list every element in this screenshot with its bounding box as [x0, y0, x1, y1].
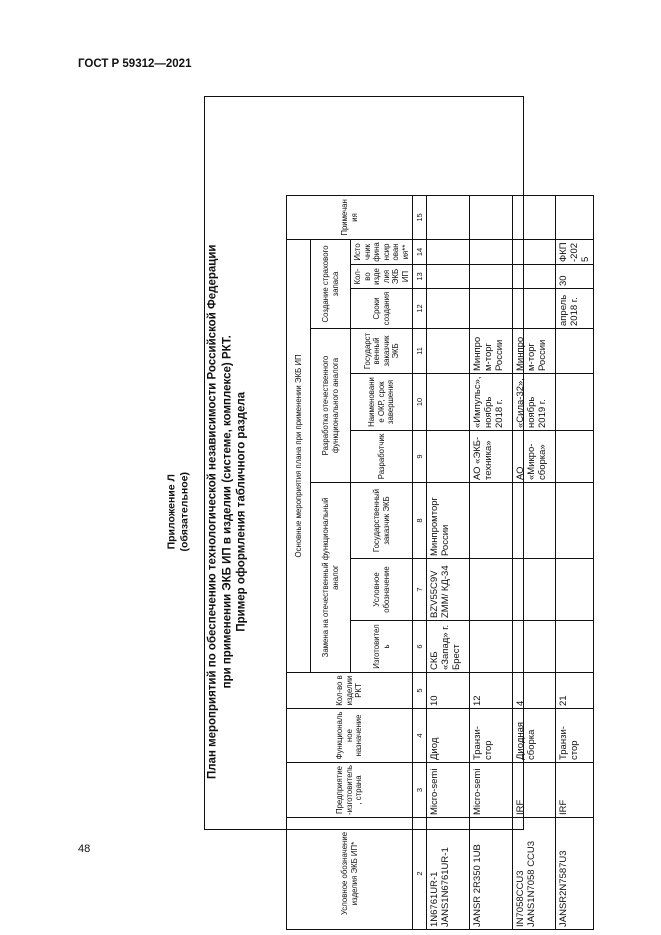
cell-item-designation: IN7058CCU3 JANS1N7058 CCU3: [513, 818, 556, 930]
header-quantity: Кол-во в изделии РКТ: [287, 673, 413, 709]
cell-developer: АО «Микро-сборка»: [513, 431, 556, 483]
header-state-customer-develop: Государственный заказчик ЭКБ: [351, 329, 413, 374]
cell-creation-terms: апрель 2018 г.: [556, 289, 594, 329]
cell-financing-source: ФКП-2025: [556, 239, 594, 264]
cell-manufacturer: Micro-semi: [470, 763, 513, 818]
cell-function: Диод: [427, 709, 470, 763]
col-number: 15: [413, 195, 427, 239]
col-number: 5: [413, 673, 427, 709]
cell-creation-terms: [470, 289, 513, 329]
cell-reserve-quantity: [470, 265, 513, 289]
cell-state-customer-develop: Минпром-торг России: [513, 329, 556, 374]
cell-item-designation: JANSR2N7587U3: [556, 818, 594, 930]
appendix-label: Приложение Л: [165, 474, 178, 550]
cell-rnd-name-deadline: [556, 374, 594, 431]
header-group-develop: Разработка отечественного функционального аналога: [311, 329, 351, 483]
cell-notes: [427, 195, 470, 239]
appendix-status: (обязательное): [178, 472, 191, 552]
header-group-main: Основные мероприятия плана при применении ЭКБ ИП: [287, 239, 311, 672]
cell-financing-source: [513, 239, 556, 264]
cell-manufacturer: IRF: [556, 763, 594, 818]
col-number: 3: [413, 763, 427, 818]
header-notes: Примечания: [287, 195, 413, 239]
header-designation: Условное обозначение: [351, 559, 413, 621]
cell-manufacturer: IRF: [513, 763, 556, 818]
cell-rnd-name-deadline: «Сила-32», ноябрь 2019 г.: [513, 374, 556, 431]
cell-state-customer-replace: [556, 483, 594, 559]
table-frame: [204, 96, 591, 927]
cell-producer: [556, 621, 594, 673]
cell-producer: [513, 621, 556, 673]
cell-state-customer-develop: [427, 329, 470, 374]
col-number: 13: [413, 265, 427, 289]
cell-producer: [470, 621, 513, 673]
header-function: Функциональное назначение: [287, 709, 413, 763]
cell-developer: [427, 431, 470, 483]
cell-reserve-quantity: [427, 265, 470, 289]
table-row: [513, 195, 556, 929]
cell-notes: [556, 195, 594, 239]
header-item-designation: Условное обозначение изделия ЭКБ ИП*: [287, 818, 413, 930]
cell-producer: СКБ «Запад» г. Брест: [427, 621, 470, 673]
cell-state-customer-develop: Минпром-торг России: [470, 329, 513, 374]
cell-manufacturer: Micro-semi: [427, 763, 470, 818]
cell-item-designation: 1N6761UR-1 JANS1N6761UR-1: [427, 818, 470, 930]
cell-developer: АО «ЭКБ-техника»: [470, 431, 513, 483]
column-number-row: [413, 195, 427, 929]
cell-designation: [556, 559, 594, 621]
cell-creation-terms: [427, 289, 470, 329]
cell-reserve-quantity: [513, 265, 556, 289]
cell-notes: [470, 195, 513, 239]
table-row: [470, 195, 513, 929]
col-number: 14: [413, 239, 427, 264]
cell-state-customer-develop: [556, 329, 594, 374]
header-reserve-quantity: Кол-во изделия ЭКБ ИП: [351, 265, 413, 289]
col-number: 7: [413, 559, 427, 621]
page-number: 48: [78, 843, 91, 855]
col-number: 9: [413, 431, 427, 483]
cell-rnd-name-deadline: [427, 374, 470, 431]
table-row: [556, 195, 594, 929]
standard-header: ГОСТ Р 59312—2021: [78, 58, 192, 70]
plan-table: [286, 195, 594, 930]
cell-quantity: 12: [470, 673, 513, 709]
header-manufacturer-country: Предприятие-изготовитель, страна: [287, 763, 413, 818]
col-number: 11: [413, 329, 427, 374]
appendix-title-line-3: Пример оформления табличного раздела: [235, 391, 248, 632]
appendix-title-line-2: при применении ЭКБ ИП в изделии (системе, комплексе) РКТ.: [220, 335, 233, 689]
cell-state-customer-replace: [513, 483, 556, 559]
col-number: 4: [413, 709, 427, 763]
cell-function: Транзи-стор: [556, 709, 594, 763]
header-state-customer-replace: Государственный заказчик ЭКБ: [351, 483, 413, 559]
cell-quantity: 10: [427, 673, 470, 709]
cell-developer: [556, 431, 594, 483]
col-number: 2: [413, 818, 427, 930]
header-group-replace: Замена на отечественный функциональный аналог: [311, 483, 351, 673]
cell-rnd-name-deadline: «Импульс», ноябрь 2018 г.: [470, 374, 513, 431]
header-rnd-name-deadline: Наименование ОКР, срок завершения: [351, 374, 413, 431]
header-developer: Разработчик: [351, 431, 413, 483]
header-financing-source: Источник финансирования**: [351, 239, 413, 264]
cell-reserve-quantity: 30: [556, 265, 594, 289]
header-group-reserve: Создание страхового запаса: [311, 239, 351, 328]
plan-table-rotated: [286, 196, 592, 930]
cell-function: Диодная сборка: [513, 709, 556, 763]
header-producer: Изготовитель: [351, 621, 413, 673]
table-row: [427, 195, 470, 929]
col-number: 10: [413, 374, 427, 431]
cell-financing-source: [427, 239, 470, 264]
cell-quantity: 21: [556, 673, 594, 709]
col-number: 6: [413, 621, 427, 673]
cell-financing-source: [470, 239, 513, 264]
cell-state-customer-replace: [470, 483, 513, 559]
cell-creation-terms: [513, 289, 556, 329]
cell-designation: [513, 559, 556, 621]
cell-function: Транзи-стор: [470, 709, 513, 763]
header-creation-terms: Сроки создания: [351, 289, 413, 329]
col-number: 8: [413, 483, 427, 559]
cell-state-customer-replace: Минпромторг России: [427, 483, 470, 559]
cell-designation: BZV55C9V ZMM/ КД-34: [427, 559, 470, 621]
cell-designation: [470, 559, 513, 621]
appendix-title-line-1: План мероприятий по обеспечению технологической независимости Российской Федерации: [206, 244, 219, 780]
col-number: 12: [413, 289, 427, 329]
cell-item-designation: JANSR 2R350 1UB: [470, 818, 513, 930]
cell-notes: [513, 195, 556, 239]
cell-quantity: 4: [513, 673, 556, 709]
